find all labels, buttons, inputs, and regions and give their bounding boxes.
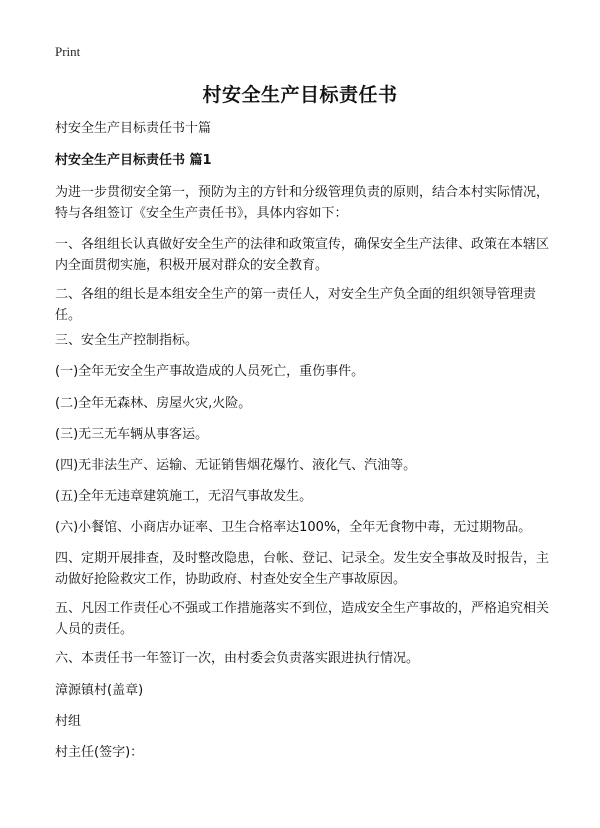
paragraph-sub-1: (一)全年无安全生产事故造成的人员死亡，重伤事件。: [55, 364, 365, 379]
paragraph-item-1: 一、各组组长认真做好安全生产的法律和政策宣传，确保安全生产法律、政策在本辖区内全面贯彻实施，积极开展对群众的安全教育。: [55, 237, 550, 273]
signature-village-group: 村组: [55, 714, 82, 729]
signature-village-head: 村主任(签字)：: [55, 745, 144, 760]
print-link[interactable]: Print: [55, 44, 81, 59]
paragraph-item-6: 六、本责任书一年签订一次，由村委会负责落实跟进执行情况。: [55, 651, 420, 666]
section-heading: 村安全生产目标责任书 篇1: [55, 153, 212, 168]
paragraph-sub-5: (五)全年无违章建筑施工，无沼气事故发生。: [55, 489, 313, 504]
paragraph-item-4: 四、定期开展排查，及时整改隐患，台帐、登记、记录全。发生安全事故及时报告，主动做好抢险救灾工作，协助政府、村查处安全生产事故原因。: [55, 551, 550, 587]
paragraph-sub-3: (三)无三无车辆从事客运。: [55, 427, 209, 442]
document-title: 村安全生产目标责任书: [202, 84, 398, 106]
paragraph-sub-4: (四)无非法生产、运输、无证销售烟花爆竹、液化气、汽油等。: [55, 458, 417, 473]
paragraph-item-2: 二、各组的组长是本组安全生产的第一责任人，对安全生产负全面的组织领导管理责任。: [55, 287, 537, 323]
paragraph-intro: 为进一步贯彻安全第一，预防为主的方针和分级管理负责的原则，结合本村实际情况，特与各组签订《安全生产责任书》，具体内容如下：: [55, 185, 550, 221]
paragraph-item-3: 三、安全生产控制指标。: [55, 333, 199, 348]
document-subtitle: 村安全生产目标责任书十篇: [55, 121, 212, 136]
paragraph-sub-2: (二)全年无森林、房屋火灾,火险。: [55, 396, 252, 411]
signature-town-seal: 漳源镇村(盖章): [55, 683, 144, 698]
paragraph-sub-6: (六)小餐馆、小商店办证率、卫生合格率达100%，全年无食物中毒，无过期物品。: [55, 520, 532, 535]
paragraph-item-5: 五、凡因工作责任心不强或工作措施落实不到位，造成安全生产事故的，严格追究相关人员的责任。: [55, 601, 550, 637]
